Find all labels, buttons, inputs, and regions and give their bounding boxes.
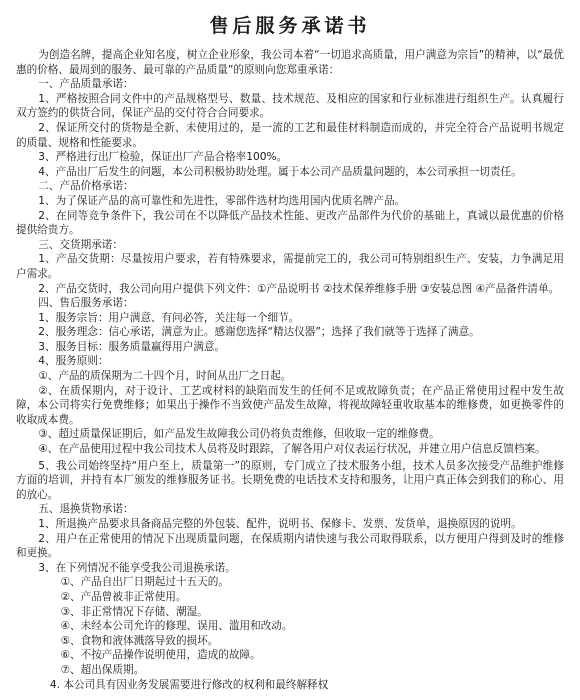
list-item: ⑤、食物和液体溅落导致的损坏。 (60, 634, 219, 647)
paragraph: 1、服务宗旨：用户满意、有问必答，关注每一个细节。 (38, 311, 300, 324)
paragraph: ②、在质保期内，对于设计、工艺或材料的缺陷而发生的任何不足或故障负责；在产品正常使用过程中发生故障，本公司将实行免费维修；如果出于操作不当致使产品发生故障，将视故障轻重收取基本的维修费，如更换零件的收取成本费。 (16, 384, 564, 426)
paragraph: 2、产品交货时，我公司向用户提供下列文件：①产品说明书 ②技术保养维修手册 ③安装总图 ④产品备件清单。 (38, 282, 560, 295)
paragraph: 2、服务理念：信心承诺，满意为止。感谢您选择“精达仪器”；选择了我们就等于选择了满意。 (38, 326, 480, 339)
list-item: ③、非正常情况下存储、潮湿。 (60, 605, 208, 618)
paragraph: 1、产品交货期：尽量按用户要求，若有特殊要求，需提前完工的，我公司可特别组织生产、安装，力争满足用户需求。 (16, 253, 564, 280)
list-item: ②、产品曾被非正常使用。 (60, 590, 187, 603)
paragraph: ③、超过质量保证期后，如产品发生故障我公司仍将负责维修，但收取一定的维修费。 (38, 428, 440, 441)
list-item: ⑥、不按产品操作说明使用，造成的故障。 (60, 649, 261, 662)
paragraph: 1、所退换产品要求具备商品完整的外包装、配件，说明书、保修卡、发票、发货单，退换原因的说明。 (38, 518, 522, 530)
paragraph: 2、用户在正常使用的情况下出现质量问题，在保质期内请快速与我公司取得联系，以方便用户得到及时的维修和更换。 (16, 532, 564, 560)
paragraph: 1、为了保证产品的高可靠性和先进性，零部件选材均选用国内优质名牌产品。 (38, 194, 406, 207)
list-item: ④、未经本公司允许的修理、误用、滥用和改动。 (60, 620, 293, 633)
section-heading-returns: 五、退换货物承诺： (38, 503, 134, 516)
section-heading-price: 二、产品价格承诺： (38, 180, 134, 193)
paragraph: 2、保证所交付的货物是全新、未使用过的，是一流的工艺和最佳材料制造而成的，并完全符合产品说明书规定的质量、规格和性能要求。 (16, 121, 564, 149)
paragraph: 3、服务目标：服务质量赢得用户满意。 (38, 340, 226, 353)
paragraph: 3、严格进行出厂检验，保证出厂产品合格率100%。 (38, 151, 288, 164)
list-item: ⑦、超出保质期。 (60, 663, 145, 676)
paragraph: 3、在下列情况不能享受我公司退换承诺。 (38, 561, 236, 574)
list-item: ①、产品自出厂日期起过十五天的。 (60, 576, 229, 589)
paragraph: 4、产品出厂后发生的问题，本公司积极协助处理。属于本公司产品质量问题的，本公司承担一切责任。 (38, 165, 522, 178)
paragraph: 5、我公司始终坚持“用户至上，质量第一”的原则，专门成立了技术服务小组，技术人员多次接受产品维护维修方面的培训，并持有本厂颁发的维修服务证书。长期免费的电话技术支持和服务，让用户真正体会到我们的称心、用的放心。 (16, 459, 564, 501)
intro-paragraph: 为创造名牌，提高企业知名度，树立企业形象，我公司本着“一切追求高质量，用户满意为宗旨”的精神，以“最优惠的价格、最周到的服务、最可靠的产品质量”的原则向您郑重承诺： (16, 49, 564, 76)
section-heading-delivery: 三、交货期承诺： (38, 238, 123, 251)
paragraph: 4、服务原则： (38, 355, 109, 368)
document-title: 售后服务承诺书 (209, 15, 371, 37)
section-heading-quality: 一、产品质量承诺： (38, 78, 134, 91)
paragraph: 4. 本公司具有因业务发展需要进行修改的权利和最终解释权 (49, 678, 329, 691)
section-heading-after-sales: 四、售后服务承诺： (38, 297, 134, 310)
paragraph: 1、严格按照合同文件中的产品规格型号、数量、技术规范、及相应的国家和行业标准进行组织生产。认真履行双方签约的供货合同，保证产品的交付符合合同要求。 (16, 92, 564, 120)
paragraph: ④、在产品使用过程中我公司技术人员将及时跟踪，了解各用户对仪表运行状况，并建立用户信息反馈档案。 (38, 443, 546, 456)
paragraph: 2、在同等竞争条件下，我公司在不以降低产品技术性能、更改产品部件为代价的基础上，真诚以最优惠的价格提供给贵方。 (16, 209, 564, 237)
paragraph: ①、产品的质保期为二十四个月，时间从出厂之日起。 (38, 370, 292, 383)
